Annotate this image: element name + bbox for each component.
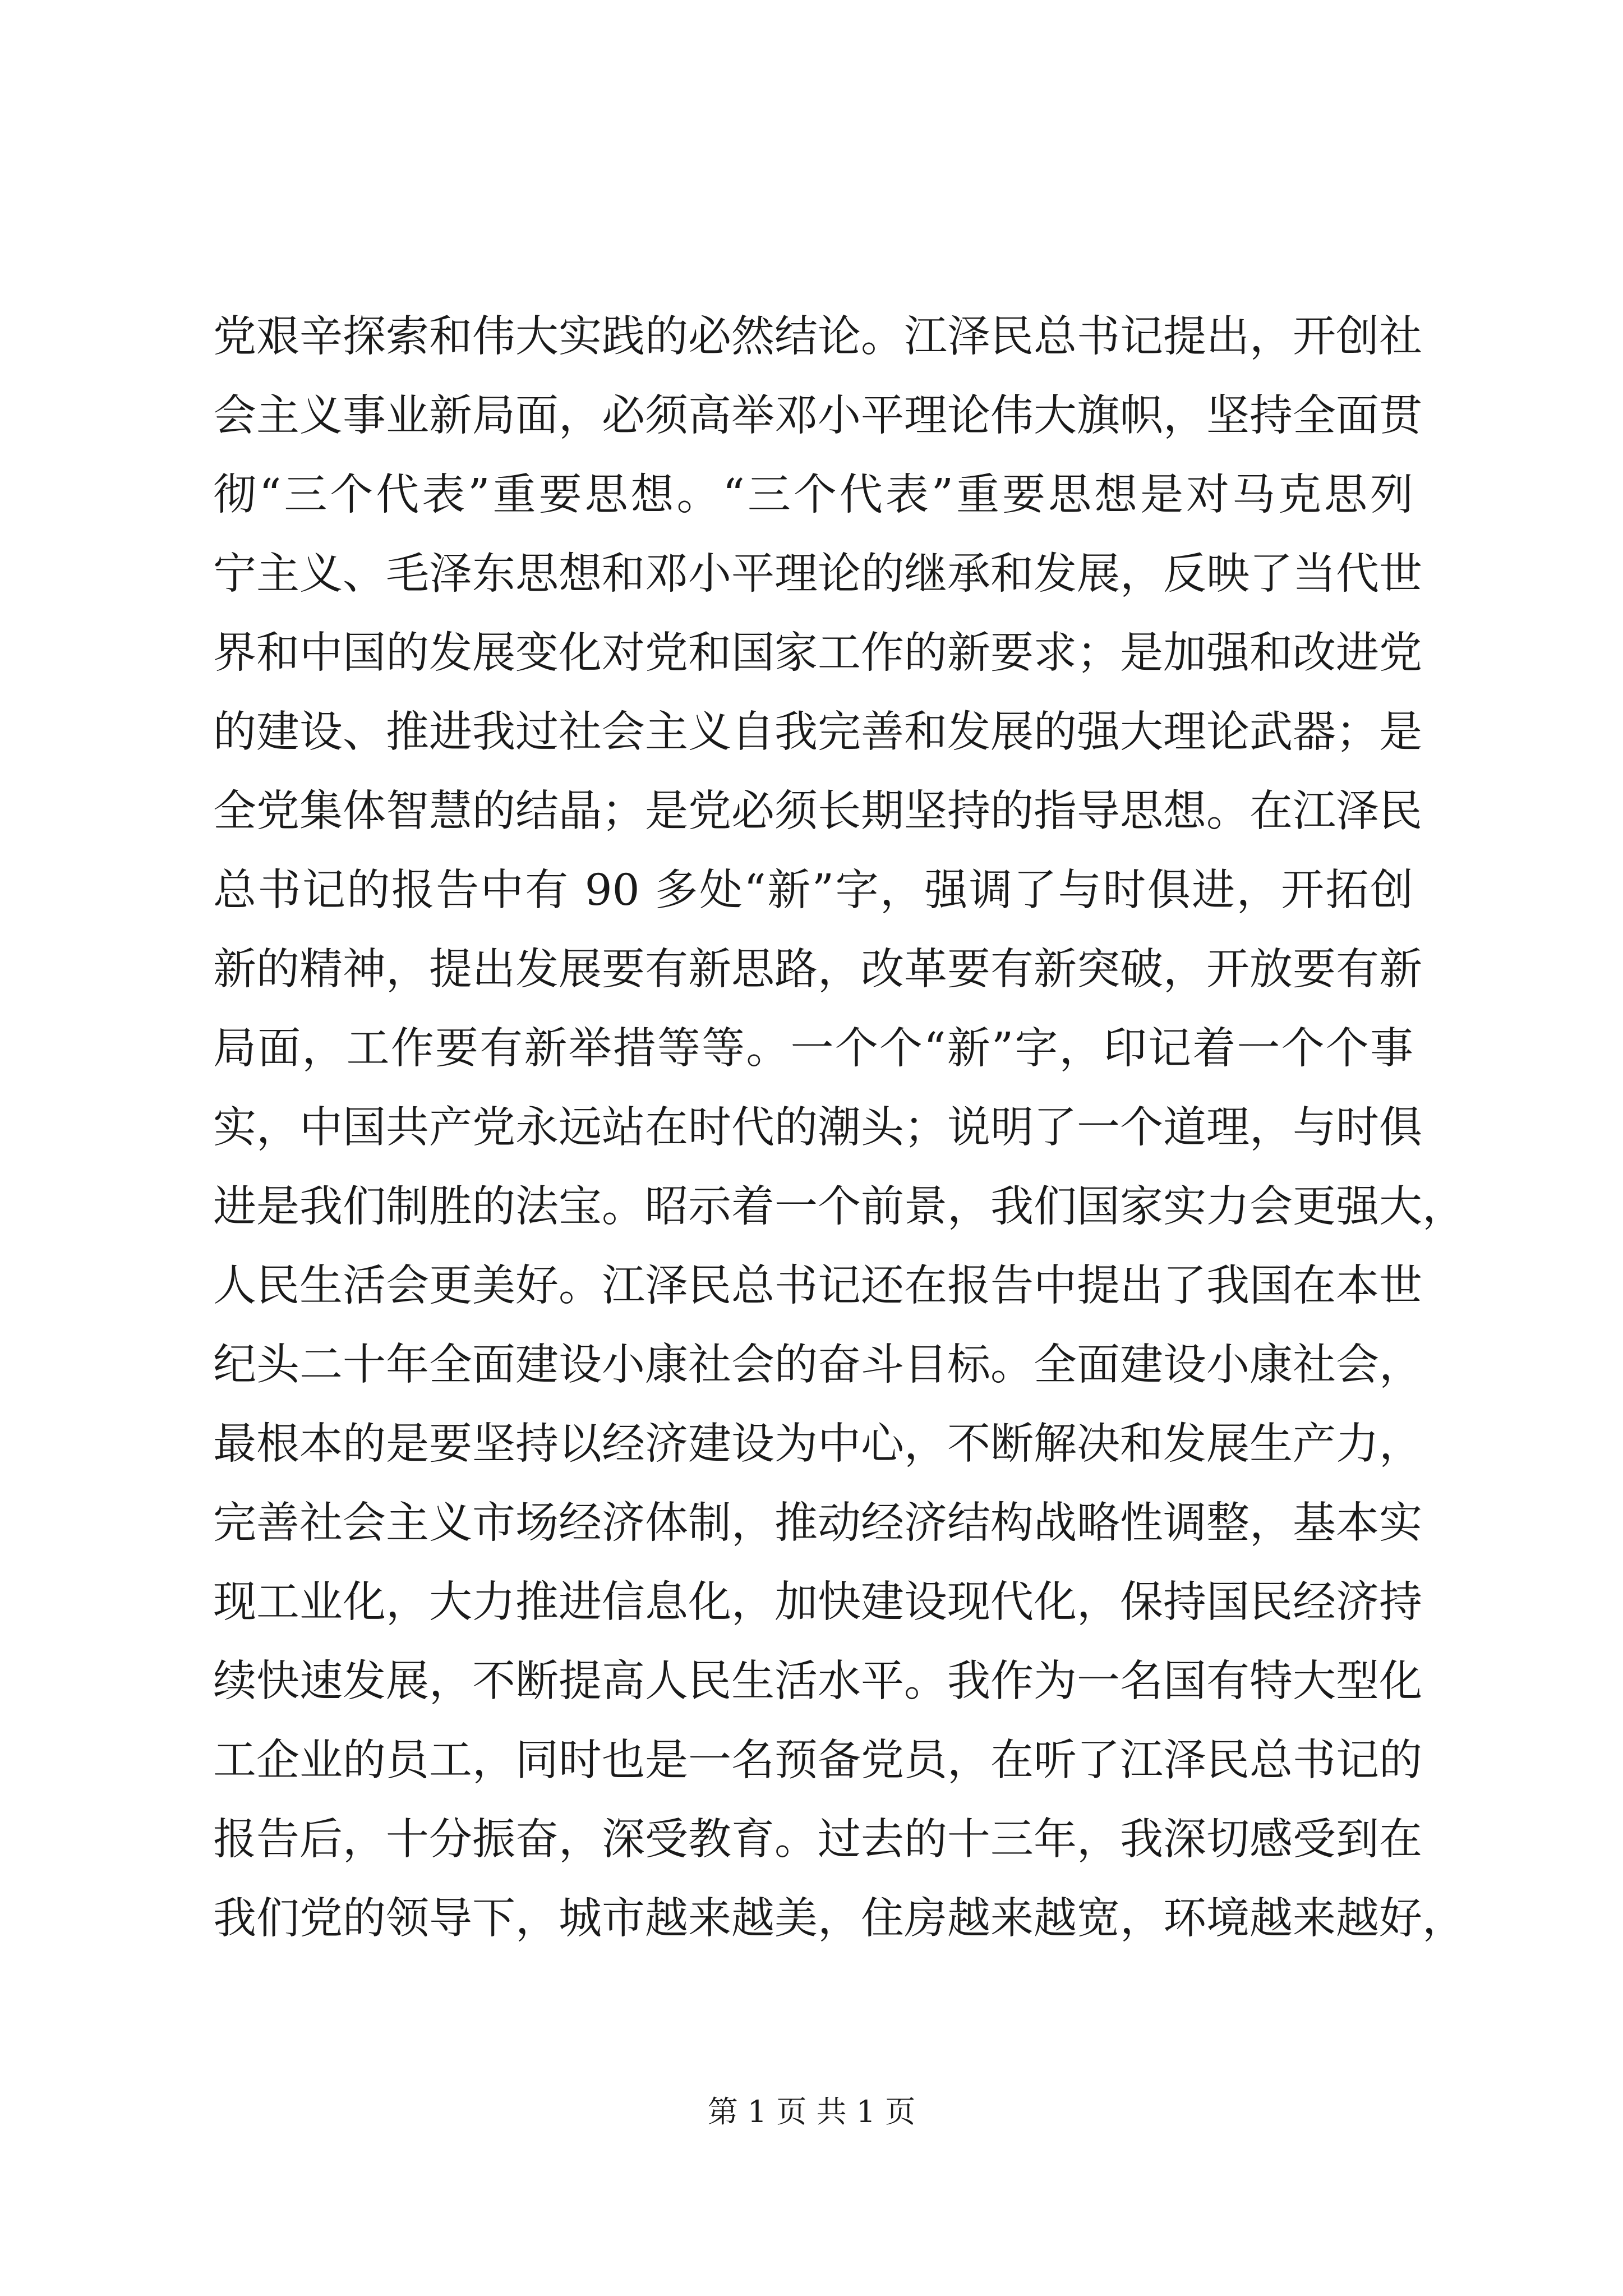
text-line: 纪头二十年全面建设小康社会的奋斗目标。全面建设小康社会， bbox=[213, 1340, 1422, 1390]
text-line: 局面，工作要有新举措等等。一个个“新”字，印记着一个个事 bbox=[213, 1024, 1413, 1074]
text-line: 最根本的是要坚持以经济建设为中心，不断解决和发展生产力， bbox=[213, 1419, 1422, 1469]
page-footer bbox=[0, 2090, 1623, 2134]
text-line: 宁主义、毛泽东思想和邓小平理论的继承和发展，反映了当代世 bbox=[213, 549, 1422, 599]
text-line: 界和中国的发展变化对党和国家工作的新要求；是加强和改进党 bbox=[213, 628, 1422, 678]
text-line: 会主义事业新局面，必须高举邓小平理论伟大旗帜，坚持全面贯 bbox=[213, 391, 1422, 441]
text-line: 新的精神，提出发展要有新思路，改革要有新突破，开放要有新 bbox=[213, 945, 1422, 995]
text-line: 进是我们制胜的法宝。昭示着一个前景，我们国家实力会更强大， bbox=[213, 1182, 1465, 1232]
text-line: 总书记的报告中有 90 多处“新”字，强调了与时俱进，开拓创 bbox=[213, 866, 1413, 915]
text-line: 实，中国共产党永远站在时代的潮头；说明了一个道理，与时俱 bbox=[213, 1103, 1422, 1153]
body-paragraph bbox=[213, 297, 1465, 1958]
text-line: 党艰辛探索和伟大实践的必然结论。江泽民总书记提出，开创社 bbox=[213, 312, 1422, 362]
text-line: 人民生活会更美好。江泽民总书记还在报告中提出了我国在本世 bbox=[213, 1261, 1422, 1311]
text-line: 报告后，十分振奋，深受教育。过去的十三年，我深切感受到在 bbox=[213, 1815, 1422, 1865]
text-line: 全党集体智慧的结晶；是党必须长期坚持的指导思想。在江泽民 bbox=[213, 786, 1422, 836]
text-line: 续快速发展，不断提高人民生活水平。我作为一名国有特大型化 bbox=[213, 1657, 1422, 1706]
text-line: 彻“三个代表”重要思想。“三个代表”重要思想是对马克思列 bbox=[213, 470, 1413, 520]
text-line: 的建设、推进我过社会主义自我完善和发展的强大理论武器；是 bbox=[213, 707, 1422, 757]
text-line: 我们党的领导下，城市越来越美，住房越来越宽，环境越来越好， bbox=[213, 1894, 1465, 1944]
text-line: 现工业化，大力推进信息化，加快建设现代化，保持国民经济持 bbox=[213, 1577, 1422, 1627]
text-line: 工企业的员工，同时也是一名预备党员，在听了江泽民总书记的 bbox=[213, 1736, 1422, 1786]
text-line: 完善社会主义市场经济体制，推动经济结构战略性调整，基本实 bbox=[213, 1498, 1422, 1548]
page-number-label: 第 1 页 共 1 页 bbox=[707, 2094, 916, 2129]
